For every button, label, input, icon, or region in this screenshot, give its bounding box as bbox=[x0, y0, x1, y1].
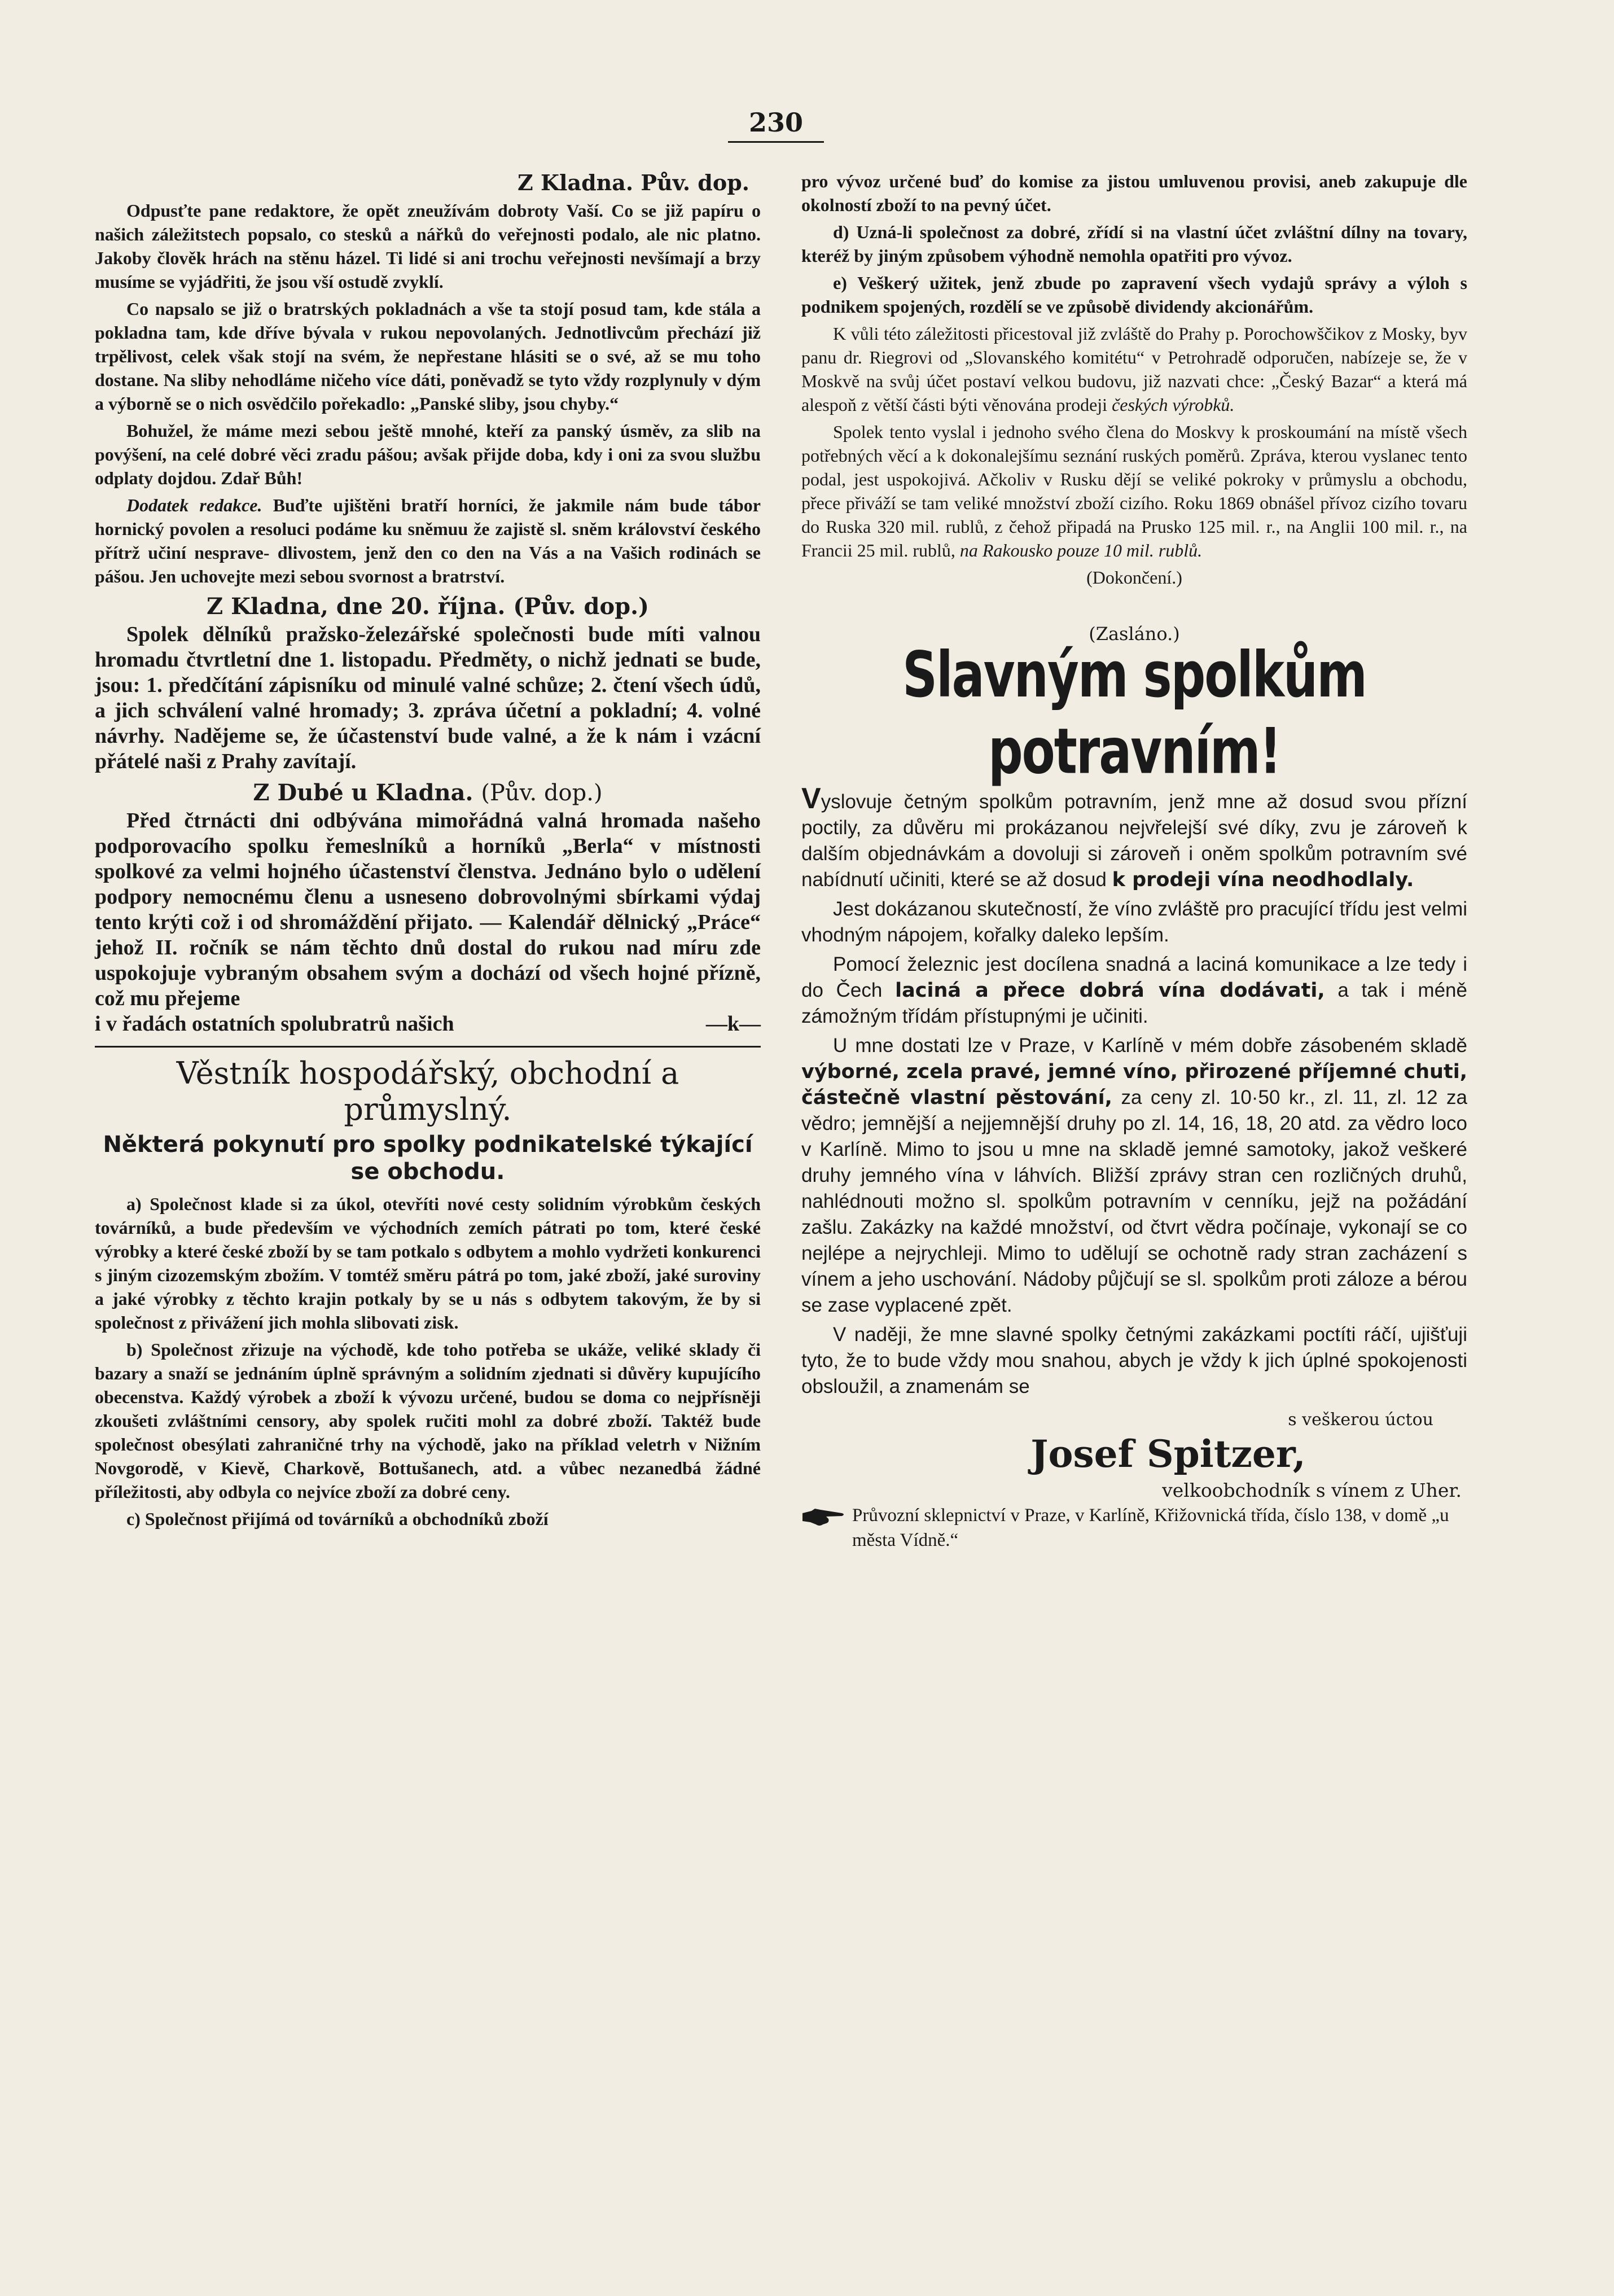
advertisement-paragraph-3 bbox=[801, 952, 1467, 1029]
advertisement-paragraph-3-bold: laciná a přece dobrá vína dodávati, bbox=[895, 979, 1325, 1002]
advertisement-greeting: s veškerou úctou bbox=[1288, 1410, 1433, 1430]
report3-last-line-text: i v řadách ostatních spolubratrů našich bbox=[95, 1012, 454, 1036]
section-point-d: d) Uzná-li společnost za dobré, zřídí si na vlastní účet zvláštní dílny na tovary, kteréž by jiným způsobem výhodně nemohla opatřiti pro vývoz. bbox=[801, 222, 1467, 266]
report1-heading: Z Kladna. Pův. dop. bbox=[517, 170, 749, 195]
report3-heading-title: Z Dubé u Kladna. bbox=[253, 779, 473, 806]
advertisement-address: Průvozní sklepnictví v Praze, v Karlíně, Křižovnická třída, číslo 138, v domě „u města Vídně.“ bbox=[852, 1505, 1449, 1550]
report3-signature: —k— bbox=[705, 1012, 761, 1036]
pointing-hand-icon bbox=[801, 1505, 847, 1528]
prague-paragraph-text: K vůli této záležitosti přicestoval již zvláště do Prahy p. Porochowščikov z Mosky, byv panu dr. Riegrovi od „Slovanského komitétu“ v Petrohradě odporučen, nabízeje se, že v Moskvě na svůj účet postaví velkou budovu, již nazvati chce: „Český Bazar“ a která má alespoň z větší části býti věnována prodeji bbox=[801, 323, 1467, 415]
section-point-a: a) Společnost klade si za úkol, otevříti nové cesty solidním výrobkům českých továrníků, a bude především ve východních zemích pátrati po tom, které české výrobky a které české zboží by se tam potkalo s odbytem a mohlo vydržeti konkurenci s jiným cizozemským zbožím. V tomtéž směru pátrá po tom, jaké zboží, jaké suroviny a jaké výrobky z těchto krajin potkaly by se u nás s odbytem takovým, že by si společnost z přivážení jich mohla slibovati zisk. bbox=[95, 1194, 761, 1333]
advertisement-paragraph-1-text: yslovuje četným spolkům potravním, jenž mne až dosud svou přízní poctily, za důvěru mi prokázanou nejvřelejší své díky, zvu je zároveň k dalším objednávkám a dovoluji si zároveň i oněm spolkům potravním své nabídnutí učiniti, které se až dosud bbox=[801, 791, 1467, 891]
left-column bbox=[95, 169, 761, 1534]
report1-paragraph-2: Co napsalo se již o bratrských pokladnách a vše ta stojí posud tam, kde stála a pokladna tam, kde dříve bývala v rukou nepovolaných. Jednotlivcům přechází již trpělivost, celek však stojí na svém, že nepřestane hlásiti se o své, až se mu toho dostane. Na sliby nehodláme ničeho více dáti, poněvadž se tyto vždy rozplynuly v dým a výborně se o nich osvědčilo pořekadlo: „Panské sliby, jsou chyby.“ bbox=[95, 299, 761, 414]
advertisement-paragraph-4 bbox=[801, 1033, 1467, 1318]
right-column bbox=[801, 169, 1467, 1553]
page-number: 230 bbox=[748, 107, 804, 138]
advertisement-address-line bbox=[801, 1503, 1467, 1553]
page-number-rule bbox=[728, 141, 824, 143]
advertisement-label: (Zasláno.) bbox=[1089, 623, 1180, 645]
to-be-continued: (Dokončení.) bbox=[1086, 567, 1182, 588]
advertisement-paragraph-1 bbox=[801, 782, 1467, 893]
report2-text: Spolek dělníků pražsko-železářské společnosti bude míti valnou hromadu čtvrtletní dne 1. listopadu. Předměty, o nichž jednati se bude, jsou: 1. předčítání zápisníku od minulé valné schůze; 2. čtení všech údů, a jich schválení valné hromady; 3. zpráva účetní a pokladní; 4. volné návrhy. Nadějeme se, že účastenství bude valné, a že k nám i vzácní přátelé naši z Prahy zavítají. bbox=[95, 623, 761, 773]
prague-paragraph-italic: českých výrobků. bbox=[1112, 395, 1235, 415]
advertisement-paragraph-3-a: Pomocí železnic jest docílena snadná a laciná komunikace a lze tedy i do Čech bbox=[801, 953, 1467, 1001]
advertisement-dropcap: V bbox=[801, 782, 821, 815]
report3-last-line bbox=[95, 1011, 761, 1037]
advertisement-business: velkoobchodník s vínem z Uher. bbox=[1162, 1479, 1462, 1501]
section-point-b: b) Společnost zřizuje na východě, kde toho potřeba se ukáže, veliké sklady či bazary a snaží se jednáním úplně správným a solidním zjednati si důvěry kupujícího obecenstva. Každý výrobek a zboží k vývozu určené, budou se doma co nejpřísněji zkoušeti zvláštními censory, aby spolek ručiti mohl za dobré zboží. Taktéž bude společnost obesýlati zahraničné trhy na východě, jako na příklad veletrh v Nižním Novgorodě, v Kievě, Charkově, Bottušanech, atd. a vůbec nezanedbá žádné příležitosti, aby odbyla co nejvíce zboží za dobré ceny. bbox=[95, 1339, 761, 1502]
addendum-label: Dodatek redakce. bbox=[126, 495, 262, 515]
advertisement-paragraph-1-bold: k prodeji vína neodhodlaly. bbox=[1112, 869, 1414, 891]
report1-paragraph-3: Bohužel, že máme mezi sebou ještě mnohé, kteří za panský úsměv, za slib na povýšení, na celé dobré věci zradu pášou; avšak přijde doba, kdy i oni za svou službu odplaty dojdou. Zdař Bůh! bbox=[95, 420, 761, 488]
section-title: Věstník hospodářský, obchodní a průmyslný. bbox=[176, 1055, 679, 1127]
advertisement-signature: Josef Spitzer, bbox=[1030, 1432, 1306, 1476]
member-paragraph-text: Spolek tento vyslal i jednoho svého člena do Moskvy k proskoumání na místě všech potřebných věcí a k dokonalejšímu seznání ruských poměrů. Zpráva, kterou vyslanec tento podal, jest uspokojivá. Ačkoliv v Rusku dějí se veliké pokroky v průmyslu a obchodu, přece přiváží se tam veliké množství zboží cizího. Roku 1869 obnášel přívoz cizího tovaru do Ruska 320 mil. rublů, z čehož připadá na Prusko 125 mil. r., na Anglii 100 mil. r., na Francii 25 mil. rublů, bbox=[801, 422, 1467, 560]
continuation-text: pro vývoz určené buď do komise za jistou umluvenou provisi, aneb zakupuje dle okolností zboží to na pevný účet. bbox=[801, 171, 1467, 215]
advertisement-paragraph-5: V naději, že mne slavné spolky četnými zakázkami poctíti ráčí, ujišťuji tyto, že to bude vždy mou snahou, abych je vždy k jich úplné spokojenosti obsloužil, a znamenám se bbox=[801, 1324, 1467, 1397]
member-paragraph-italic: na Rakousko pouze 10 mil. rublů. bbox=[959, 540, 1203, 560]
report1-paragraph-1: Odpusťte pane redaktore, že opět zneužívám dobroty Vaší. Co se již papíru o našich záležitstech popsalo, co stesků a nářků do veřejnosti podalo, ale nic platno. Jakoby člověk hrách na stěnu házel. Ti lidé si ani trochu veřejnosti nevšímají a brzy musíme se vyjádřiti, že jsou vší ostudě zvyklí. bbox=[95, 200, 761, 292]
report3-heading bbox=[95, 779, 761, 807]
advertisement-paragraph-4-bold: výborné, zcela pravé, jemné víno, přirozené příjemné chuti, částečně vlastní pěstování, bbox=[801, 1061, 1467, 1109]
report2-heading: Z Kladna, dne 20. října. (Pův. dop.) bbox=[207, 593, 649, 620]
report1-addendum bbox=[95, 493, 761, 588]
advertisement-paragraph-3-b: a tak i méně zámožným třídám přístupnými je učiniti. bbox=[801, 979, 1467, 1027]
advertisement-paragraph-4-b: za ceny zl. 10·50 kr., zl. 11, zl. 12 za vědro; jemnější a nejjemnější druhy po zl. 14, 16, 18, 20 atd. za vědro loco v Karlíně. Mimo to jsou u mne na skladě jemné samotoky, jakož veškeré druhy jemného vína v láhvích. Bližší zprávy stran cen rozličných druhů, nahlédnouti možno sl. spolkům potravním v cenníku, jejž na požádání zašlu. Zakázky na každé množství, od čtvrt vědra počínaje, vykonají se co nejlépe a nejrychleji. Mimo to udělují se ochotně rady stran zacházení s vínem a jeho uschování. Nádoby půjčují se sl. spolkům proti záloze a bérou se zase vyplacené zpět. bbox=[801, 1086, 1468, 1316]
advertisement-paragraph-4-a: U mne dostati lze v Praze, v Karlíně v mém dobře zásobeném skladě bbox=[833, 1035, 1467, 1057]
addendum-text: Buďte ujištěni bratří horníci, že jakmile nám bude tábor hornický povolen a resoluci podáme ku sněmuu že zajistě sl. sněm království českého přítrž učiní nesprave- dlivostem, jenž den co den na Vás a na Vašich rodinách se pášou. Jen uchovejte mezi sebou svornost a bratrství. bbox=[95, 495, 761, 586]
report3-text: Před čtrnácti dni odbývána mimořádná valná hromada našeho podporovacího spolku řemeslníků a horníků „Berla“ v místnosti spolkové za velmi hojného účastenství členstva. Jednáno bylo o udělení podpory nemocnému členu a usneseno dobrovolnými sbírkami výdaj tento krýti což i od shromáždění přijato. — Kalendář dělnický „Práce“ jehož II. ročník se nám těchto dnů dostal do rukou nad míru zde uspokojuje vybraným obsahem svým a dochází od všech hojné přízně, což mu přejeme bbox=[95, 809, 761, 1010]
prague-paragraph bbox=[801, 322, 1467, 417]
section-point-c: c) Společnost přijímá od továrníků a obchodníků zboží bbox=[126, 1509, 549, 1529]
section-point-e: e) Veškerý užitek, jenž zbude po zapravení všech vydajů správy a výloh s podnikem spojených, rozdělí se ve způsobě dividendy akcionářům. bbox=[801, 273, 1467, 317]
advertisement-title: Slavným spolkům potravním! bbox=[902, 638, 1366, 788]
section-rule bbox=[95, 1046, 761, 1048]
advertisement-paragraph-2: Jest dokázanou skutečností, že víno zvláště pro pracující třídu jest velmi vhodným nápojem, kořalky daleko lepším. bbox=[801, 898, 1467, 946]
section-subtitle: Některá pokynutí pro spolky podnikatelské týkající se obchodu. bbox=[103, 1132, 753, 1185]
member-paragraph bbox=[801, 420, 1467, 562]
report3-heading-suffix: (Pův. dop.) bbox=[481, 780, 603, 806]
